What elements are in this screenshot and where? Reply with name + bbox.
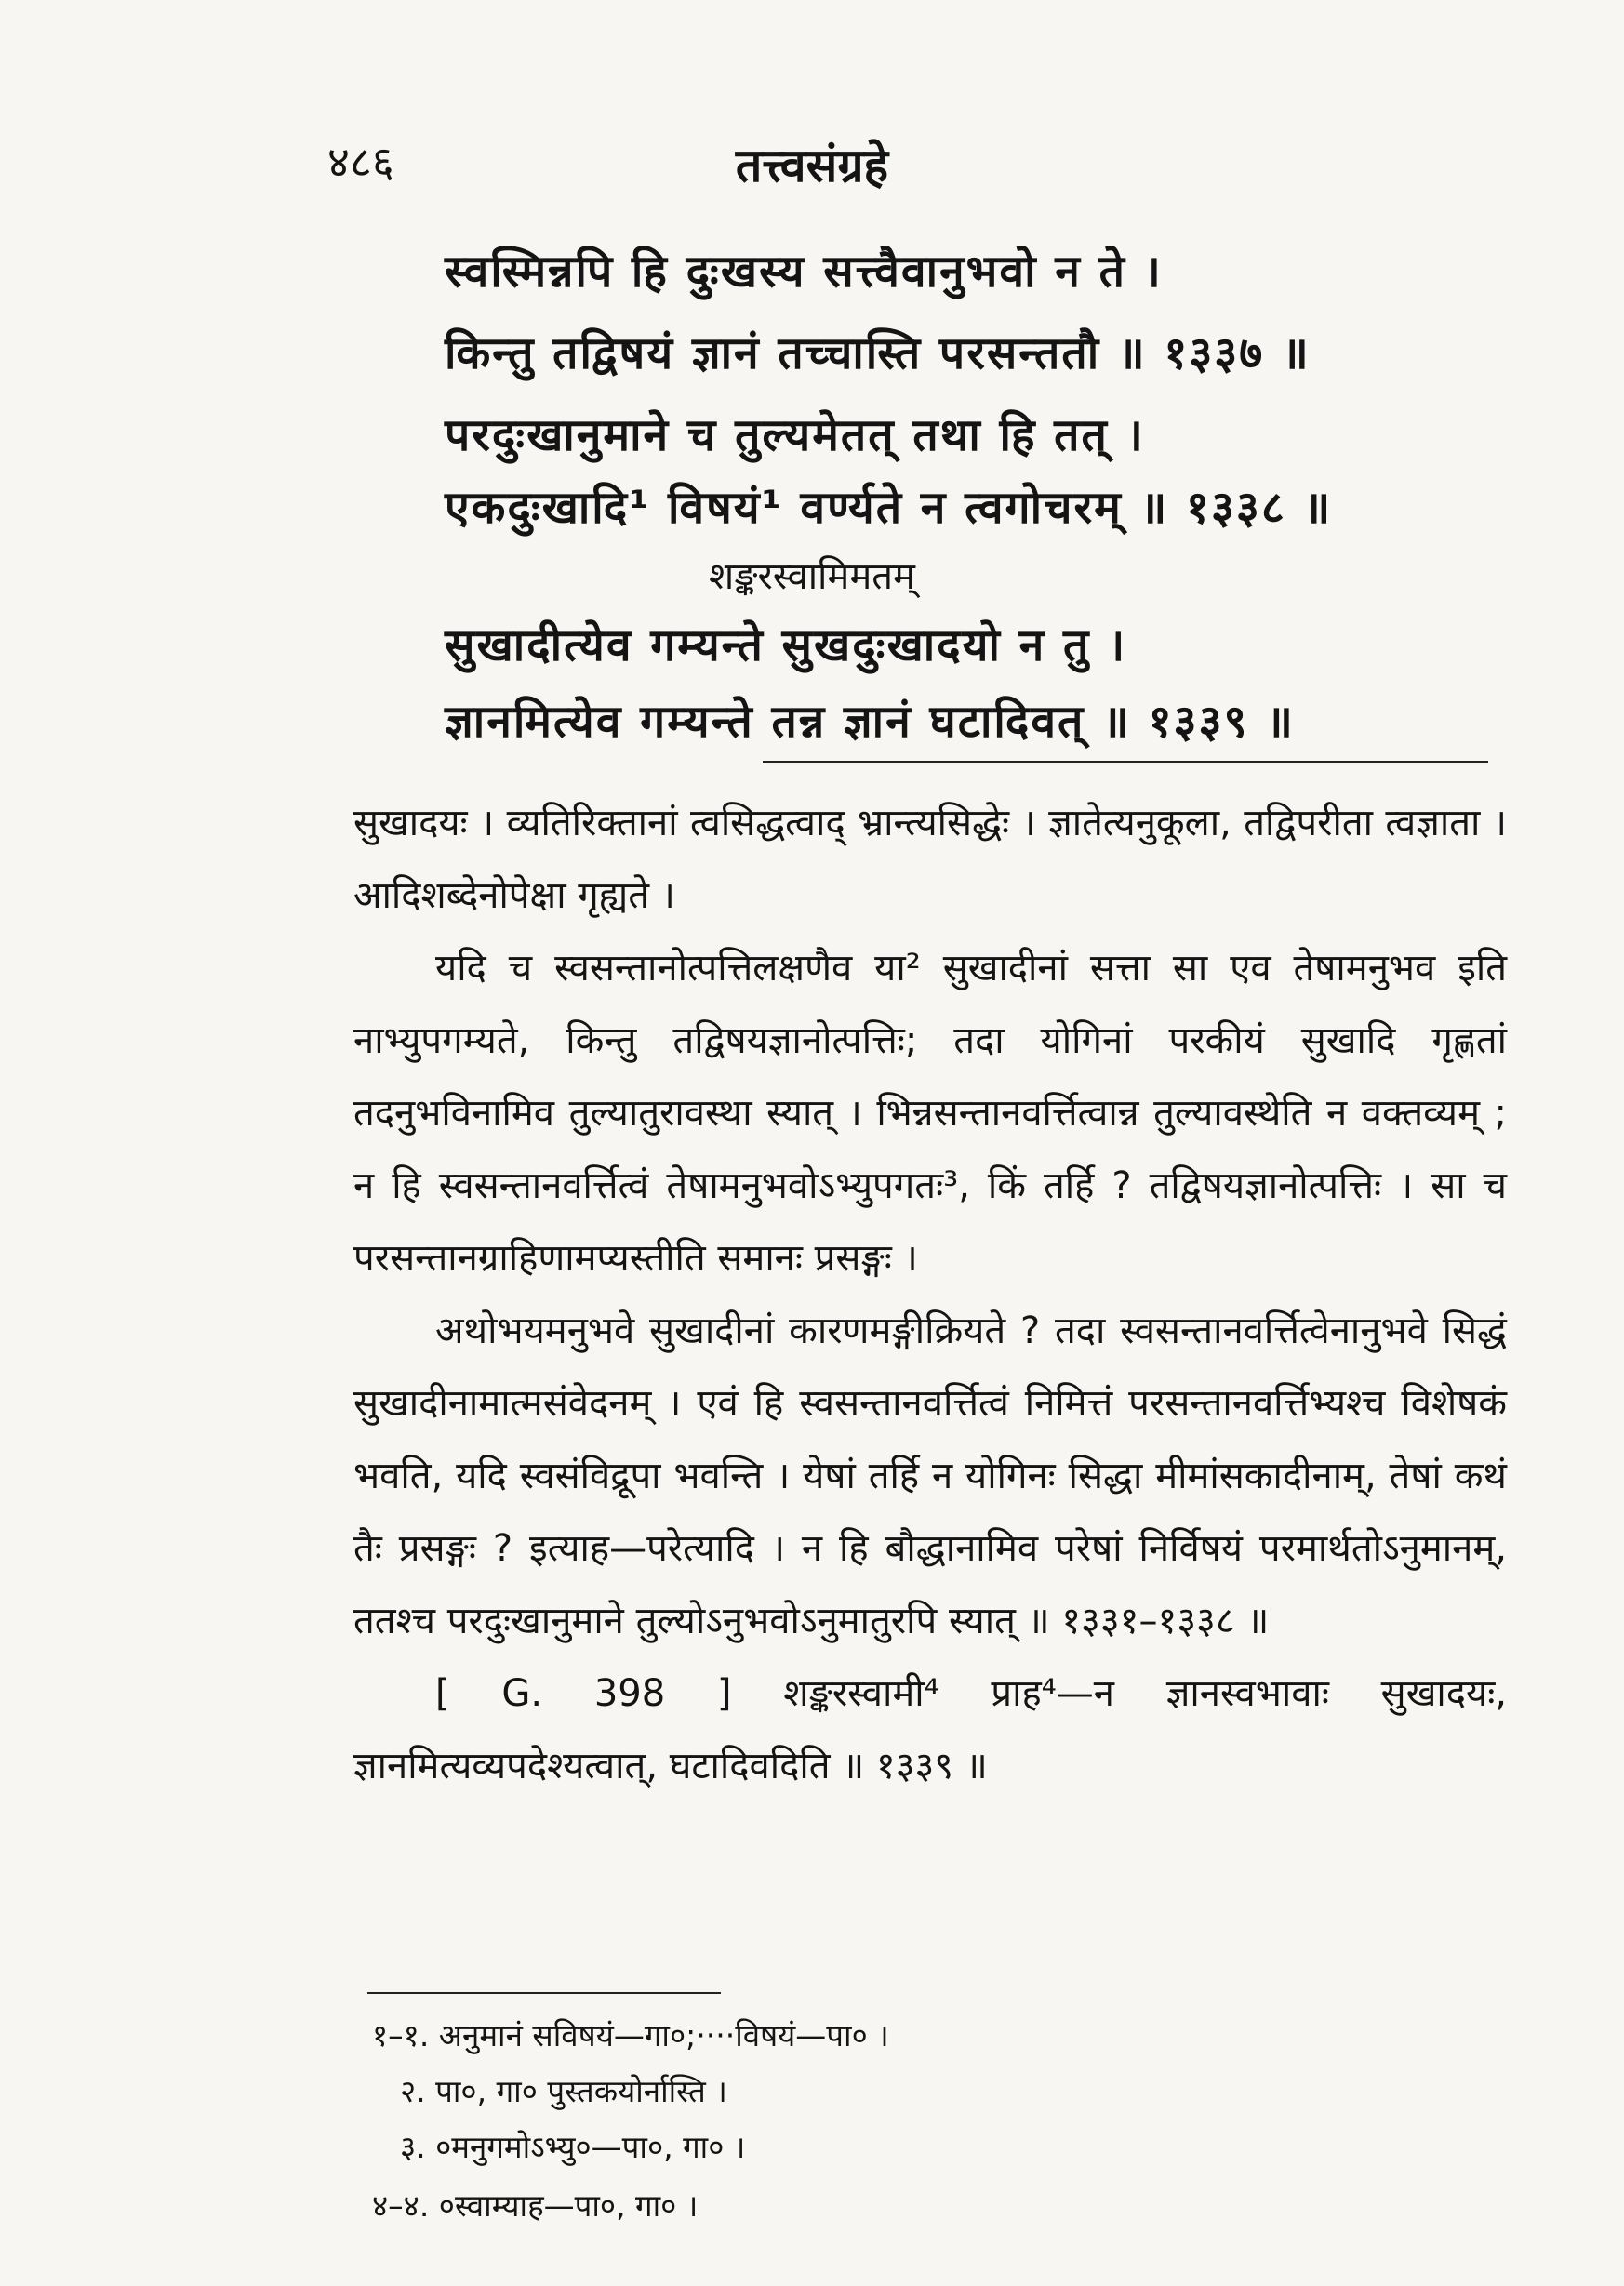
verse-line: किन्तु तद्विषयं ज्ञानं तच्चास्ति परसन्ततौ ॥ १३३७ ॥ [445, 327, 1311, 379]
commentary [353, 787, 1507, 1802]
verse-line: स्वस्मिन्नपि हि दुःखस्य सत्त्वैवानुभवो न ते । [445, 246, 1163, 298]
commentary-text: शङ्करस्वामी⁴ प्राह⁴—न ज्ञानस्वभावाः सुखादयः, ज्ञानमित्यव्यपदेश्यत्वात्, घटादिवदिति ॥ १३३९ ॥ [353, 1672, 1508, 1788]
footnote: ३. ०मनुगमोऽभ्यु०—पा०, गा० । [400, 2129, 746, 2165]
page-header [0, 132, 1624, 197]
footnote-rule [367, 1992, 721, 1994]
commentary-paragraph [353, 1657, 1507, 1802]
verse-line: ज्ञानमित्येव गम्यन्ते तन्न ज्ञानं घटादिवत् ॥ १३३९ ॥ [445, 696, 1295, 748]
reference-marker: [ G. 398 ] [435, 1672, 732, 1715]
footnote: ४–४. ०स्वाम्याह—पा०, गा० । [372, 2187, 699, 2224]
commentary-paragraph: यदि च स्वसन्तानोत्पत्तिलक्षणैव या² सुखादीनां सत्ता सा एव तेषामनुभव इति नाभ्युपगम्यते, किन्तु तद्विषयज्ञानोत्पत्तिः; तदा योगिनां परकीयं सुखादि गृह्णतां तदनुभविनामिव तुल्यातुरावस्था स्यात् । भिन्नसन्तानवर्त्तित्वान्न तुल्यावस्थेति न वक्तव्यम् ; न हि स्वसन्तानवर्त्तित्वं तेषामनुभवोऽभ्युपगतः³, किं तर्हि ? तद्विषयज्ञानोत्पत्तिः । सा च परसन्तानग्राहिणामप्यस्तीति समानः प्रसङ्गः । [353, 947, 1507, 1280]
page-number: ४८६ [327, 137, 394, 187]
verse-line: सुखादीत्येव गम्यन्ते सुखदुःखादयो न तु । [445, 619, 1127, 671]
footnote: २. पा०, गा० पुस्तकयोर्नास्ति । [400, 2073, 727, 2109]
running-title: तत्त्वसंग्रहे [735, 139, 889, 193]
commentary-paragraph: अथोभयमनुभवे सुखादीनां कारणमङ्गीक्रियते ? तदा स्वसन्तानवर्त्तित्वेनानुभवे सिद्धं सुखादीनामात्मसंवेदनम् । एवं हि स्वसन्तानवर्त्तित्वं निमित्तं परसन्तानवर्त्तिभ्यश्च विशेषकं भवति, यदि स्वसंविद्रूपा भवन्ति । येषां तर्हि न योगिनः सिद्धा मीमांसकादीनाम्, तेषां कथं तैः प्रसङ्गः ? इत्याह—परेत्यादि । न हि बौद्धानामिव परेषां निर्विषयं परमार्थतोऽनुमानम्, ततश्च परदुःखानुमाने तुल्योऽनुभवोऽनुमातुरपि स्यात् ॥ १३३१–१३३८ ॥ [353, 1309, 1507, 1642]
verse-separator-rule [763, 761, 1488, 763]
section-heading: शङ्करस्वामिमतम् [709, 555, 915, 598]
verse-line: एकदुःखादि¹ विषयं¹ वर्ण्यते न त्वगोचरम् ॥ १३३८ ॥ [445, 482, 1333, 534]
footnote: १–१. अनुमानं सविषयं—गा०;····विषयं—पा० । [372, 2017, 889, 2053]
verse-line: परदुःखानुमाने च तुल्यमेतत् तथा हि तत् । [445, 409, 1145, 461]
commentary-paragraph: सुखादयः । व्यतिरिक्तानां त्वसिद्धत्वाद् भ्रान्त्यसिद्धेः । ज्ञातेत्यनुकूला, तद्विपरीता त्वज्ञाता । आदिशब्देनोपेक्षा गृह्यते । [353, 802, 1507, 917]
